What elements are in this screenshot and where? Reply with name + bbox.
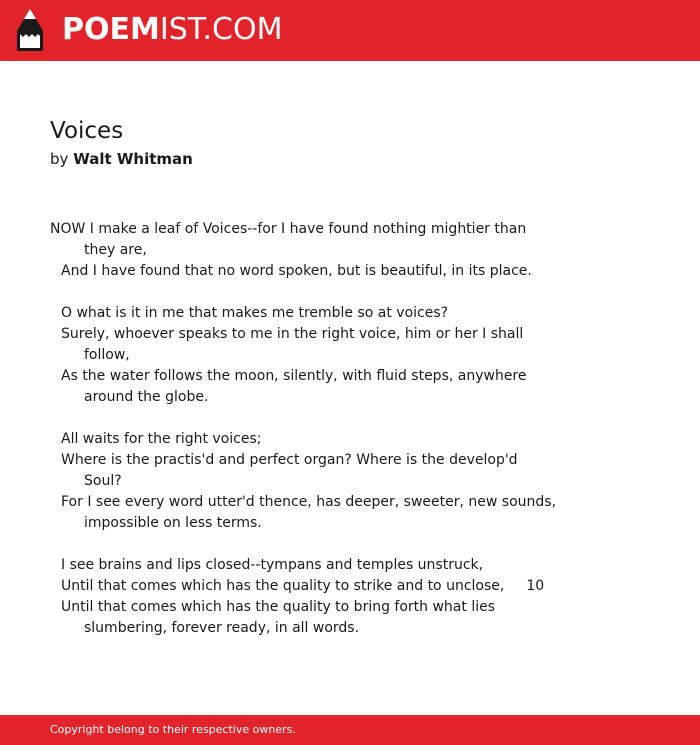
poem-line bbox=[50, 492, 650, 534]
poem-line bbox=[50, 261, 650, 282]
site-footer bbox=[0, 715, 700, 745]
line-text: Where is the practis'd and perfect organ? Where is the develop'd bbox=[61, 452, 518, 468]
poem-line bbox=[50, 366, 650, 408]
line-text: And I have found that no word spoken, but is beautiful, in its place. bbox=[61, 263, 532, 279]
line-continuation: follow, bbox=[84, 347, 130, 363]
line-text-content: Until that comes which has the quality to strike and to unclose, bbox=[61, 578, 505, 594]
line-text: Surely, whoever speaks to me in the right voice, him or her I shall bbox=[61, 326, 524, 342]
line-text: Until that comes which has the quality to bring forth what lies bbox=[61, 599, 496, 615]
line-continuation: around the globe. bbox=[84, 389, 209, 405]
logo-light-text: IST.COM bbox=[159, 12, 283, 47]
poem-line bbox=[50, 555, 650, 576]
line-number: 10 bbox=[526, 578, 545, 594]
line-continuation: they are, bbox=[84, 242, 147, 258]
stanza bbox=[50, 303, 650, 408]
line-text: NOW I make a leaf of Voices--for I have found nothing mightier than bbox=[50, 221, 527, 237]
poem-line bbox=[50, 324, 650, 366]
line-text: O what is it in me that makes me tremble so at voices? bbox=[61, 305, 449, 321]
poem-line bbox=[50, 219, 650, 261]
by-label: by bbox=[50, 150, 69, 168]
poem-line bbox=[50, 429, 650, 450]
author-name: Walt Whitman bbox=[73, 150, 193, 168]
site-header bbox=[0, 0, 700, 61]
poem-line bbox=[50, 303, 650, 324]
line-text: I see brains and lips closed--tympans and temples unstruck, bbox=[61, 557, 484, 573]
poem-line bbox=[50, 450, 650, 492]
line-continuation: Soul? bbox=[84, 473, 122, 489]
poem-line bbox=[50, 597, 650, 639]
line-text: As the water follows the moon, silently, with fluid steps, anywhere bbox=[61, 368, 527, 384]
poem-body bbox=[50, 219, 650, 660]
stanza bbox=[50, 219, 650, 282]
line-text: For I see every word utter'd thence, has deeper, sweeter, new sounds, bbox=[61, 494, 557, 510]
poem-byline bbox=[50, 149, 193, 169]
line-continuation: impossible on less terms. bbox=[84, 515, 262, 531]
line-text: All waits for the right voices; bbox=[61, 431, 262, 447]
stanza bbox=[50, 555, 650, 639]
pencil-logo-icon[interactable] bbox=[17, 9, 43, 51]
logo-bold-text: POEM bbox=[62, 12, 160, 47]
stanza bbox=[50, 429, 650, 534]
line-continuation: slumbering, forever ready, in all words. bbox=[84, 620, 360, 636]
copyright-text: Copyright belong to their respective owners. bbox=[50, 723, 296, 736]
poem-line bbox=[50, 576, 650, 597]
line-text bbox=[50, 576, 650, 597]
poem-title: Voices bbox=[50, 118, 124, 144]
site-logo-link[interactable] bbox=[62, 13, 282, 47]
